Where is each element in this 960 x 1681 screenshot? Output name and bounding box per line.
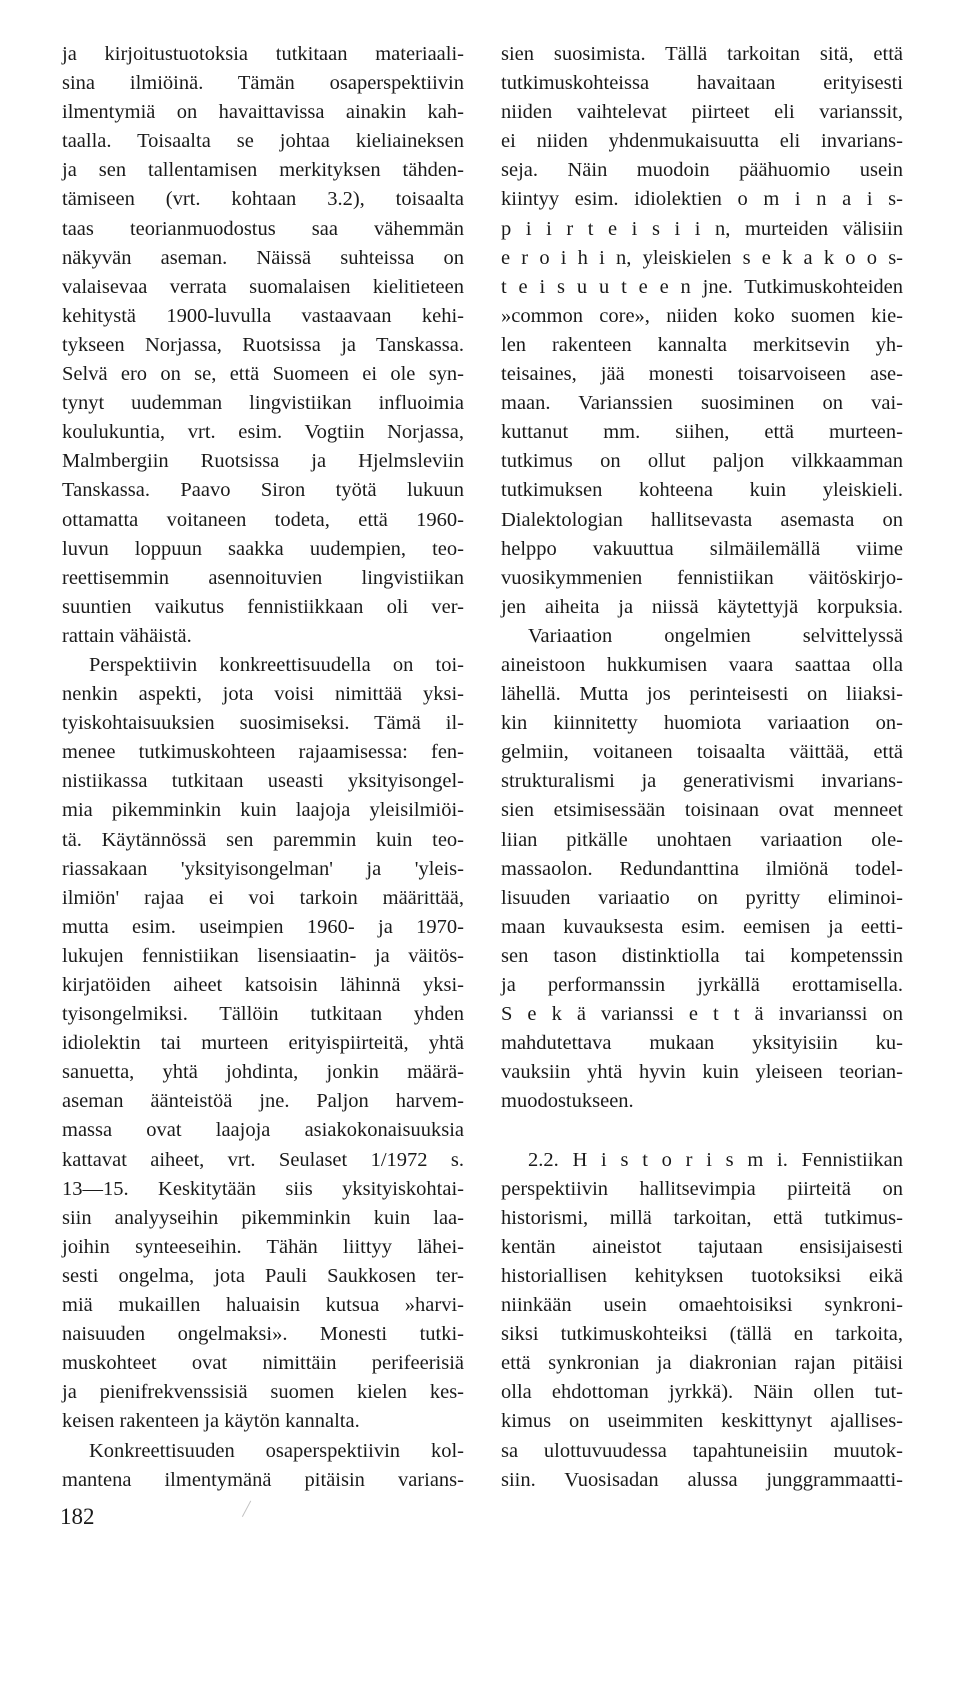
- text-line: mahdutettava mukaan yksityisiin ku-: [501, 1032, 903, 1055]
- text-line: aineistoon hukkumisen vaara saattaa olla: [501, 653, 903, 676]
- text-line: Selvä ero on se, että Suomeen ei ole syn-: [62, 363, 464, 386]
- text-line: tutkimus on ollut paljon vilkkaamman: [501, 450, 903, 473]
- text-line: reettisemmin asennoituvien lingvistiikan: [62, 566, 464, 589]
- right-text-column: [501, 40, 903, 1495]
- text-line: [501, 1116, 903, 1145]
- text-line: t e i s u u t e e n jne. Tutkimuskohteiden: [501, 275, 903, 298]
- text-line: »common core», niiden koko suomen kie-: [501, 304, 903, 327]
- text-line: liian pitkälle unohtaen variaation ole-: [501, 828, 903, 851]
- text-line: vauksiin yhtä hyvin kuin yleiseen teorian-: [501, 1061, 903, 1084]
- text-line: kin kiinnitetty huomiota variaation on-: [501, 712, 903, 735]
- text-line: strukturalismi ja generativismi invarians-: [501, 770, 903, 793]
- text-line: maan. Varianssien suosiminen on vai-: [501, 392, 903, 415]
- text-line: tämiseen (vrt. kohtaan 3.2), toisaalta: [62, 188, 464, 211]
- text-line: tä. Käytännössä sen paremmin kuin teo-: [62, 828, 464, 851]
- text-line: siin. Vuosisadan alussa junggrammaatti-: [501, 1468, 903, 1491]
- text-line: Malmbergiin Ruotsissa ja Hjelmsleviin: [62, 450, 464, 473]
- text-line: tutkimuskohteissa havaitaan erityisesti: [501, 72, 903, 95]
- text-line: helppo vakuuttua silmäilemällä viime: [501, 537, 903, 560]
- text-line: Dialektologian hallitsevasta asemasta on: [501, 508, 903, 531]
- text-line: kiintyy esim. idiolektien o m i n a i s-: [501, 188, 903, 211]
- text-line: sien etsimisessään toisinaan ovat menneet: [501, 799, 903, 822]
- text-line: lukujen fennistiikan lisensiaatin- ja väitös-: [62, 944, 464, 967]
- text-line: sina ilmiöinä. Tämän osaperspektiivin: [62, 72, 464, 95]
- text-line: taas teorianmuodostus saa vähemmän: [62, 217, 464, 240]
- text-line: tynyt uudemman lingvistiikan influoimia: [62, 392, 464, 415]
- text-line: kimus on useimmiten keskittynyt ajallises-: [501, 1410, 903, 1433]
- text-line: seja. Näin muodoin päähuomio usein: [501, 159, 903, 182]
- text-line: tyisongelmiksi. Tällöin tutkitaan yhden: [62, 1003, 464, 1026]
- page-number: 182: [60, 1504, 95, 1529]
- text-line: lähellä. Mutta jos perinteisesti on liiaksi-: [501, 683, 903, 706]
- text-line: ottamatta voitaneen todeta, että 1960-: [62, 508, 464, 531]
- text-line: tutkimuksen kohteena kuin yleiskieli.: [501, 479, 903, 502]
- text-line: Perspektiivin konkreettisuudella on toi-: [89, 653, 464, 676]
- text-line: vuosikymmenien fennistiikan väitöskirjo-: [501, 566, 903, 589]
- text-line: massa ovat laajoja asiakokonaisuuksia: [62, 1119, 464, 1142]
- text-line: rattain vähäistä.: [62, 624, 192, 647]
- text-line: ilmiön' rajaa ei voi tarkoin määrittää,: [62, 886, 464, 909]
- text-line: Variaation ongelmien selvittelyssä: [528, 624, 903, 647]
- text-line: sesti ongelma, jota Pauli Saukkosen ter-: [62, 1264, 464, 1287]
- text-line: kuttanut mm. siihen, että murteen-: [501, 421, 903, 444]
- text-line: Tanskassa. Paavo Siron työtä lukuun: [62, 479, 464, 502]
- text-line: niiden vaihtelevat piirteet eli varianssit,: [501, 101, 903, 124]
- text-line: että synkronian ja diakronian rajan pitäisi: [501, 1352, 903, 1375]
- text-line: 2.2. H i s t o r i s m i. Fennistiikan: [528, 1148, 903, 1171]
- text-line: suuntien vaikutus fennistiikkaan oli ver-: [62, 595, 464, 618]
- text-line: ei niiden yhdenmukaisuutta eli invarians-: [501, 130, 903, 153]
- text-line: historismi, millä tarkoitan, että tutkimus-: [501, 1206, 903, 1229]
- text-line: muskohteet ovat nimittäin perifeerisiä: [62, 1352, 464, 1375]
- text-line: idiolektin tai murteen erityispiirteitä, yhtä: [62, 1032, 464, 1055]
- text-line: sien suosimista. Tällä tarkoitan sitä, että: [501, 43, 903, 65]
- text-line: taalla. Toisaalta se johtaa kieliaineksen: [62, 130, 464, 153]
- text-line: luvun loppuun saakka uudempien, teo-: [62, 537, 464, 560]
- text-line: nenkin aspekti, jota voisi nimittää yksi-: [62, 683, 464, 706]
- text-line: nistiikassa tutkitaan useasti yksityisongel-: [62, 770, 464, 793]
- text-line: menee tutkimuskohteen rajaamisessa: fen-: [62, 741, 464, 764]
- text-line: niinkään usein omaehtoisiksi synkroni-: [501, 1294, 903, 1317]
- text-line: kirjatöiden aiheet katsoisin lähinnä yksi-: [62, 974, 464, 996]
- left-text-column: [62, 40, 464, 1495]
- text-line: ja kirjoitustuotoksia tutkitaan materiaali-: [62, 43, 464, 65]
- text-line: miä mukaillen haluaisin kutsua »harvi-: [62, 1294, 464, 1317]
- text-line: kehitystä 1900-luvulla vastaavaan kehi-: [62, 304, 464, 327]
- text-line: lisuuden variaatio on pyritty eliminoi-: [501, 886, 903, 909]
- text-line: kentän aineistot tajutaan ensisijaisesti: [501, 1235, 903, 1258]
- text-line: S e k ä varianssi e t t ä invarianssi on: [501, 1003, 903, 1026]
- text-line: mantena ilmentymänä pitäisin varians-: [62, 1468, 464, 1491]
- text-line: siin analyyseihin pikemminkin kuin laa-: [62, 1206, 464, 1229]
- stray-mark: [242, 1501, 252, 1518]
- text-line: ja sen tallentamisen merkityksen tähden-: [62, 159, 464, 182]
- text-line: e r o i h i n, yleiskielen s e k a k o o s-: [501, 246, 903, 269]
- text-line: gelmiin, voitaneen toisaalta väittää, että: [501, 741, 903, 764]
- text-line: aseman äänteistöä jne. Paljon harvem-: [62, 1090, 464, 1113]
- text-line: perspektiivin hallitsevimpia piirteitä on: [501, 1177, 903, 1200]
- text-line: riassakaan 'yksityisongelman' ja 'yleis-: [62, 857, 464, 880]
- text-line: ja pienifrekvenssisiä suomen kielen kes-: [62, 1381, 464, 1404]
- text-line: näkyvän aseman. Näissä suhteissa on: [62, 246, 464, 269]
- text-line: sen tason distinktiolla tai kompetenssin: [501, 944, 903, 967]
- text-line: tyiskohtaisuuksien suosimiseksi. Tämä il-: [62, 712, 464, 735]
- text-line: 13—15. Keskitytään siis yksityiskohtai-: [62, 1177, 464, 1200]
- text-line: mia pikemminkin kuin laajoja yleisilmiöi-: [62, 799, 464, 822]
- text-line: maan kuvauksesta esim. eemisen ja eetti-: [501, 915, 903, 938]
- text-line: len rakenteen kannalta merkitsevin yh-: [501, 333, 903, 356]
- text-line: p i i r t e i s i i n, murteiden välisiin: [501, 217, 903, 240]
- text-line: valaisevaa verrata suomalaisen kielitieteen: [62, 275, 464, 298]
- text-line: kattavat aiheet, vrt. Seulaset 1/1972 s.: [62, 1148, 464, 1171]
- text-line: koulukuntia, vrt. esim. Vogtiin Norjassa,: [62, 421, 464, 444]
- text-line: teisaines, jää monesti toisarvoiseen ase-: [501, 363, 903, 386]
- text-line: olla ehdottoman jyrkkä). Näin ollen tut-: [501, 1381, 903, 1404]
- text-line: Konkreettisuuden osaperspektiivin kol-: [89, 1439, 464, 1462]
- text-line: massaolon. Redundanttina ilmiönä todel-: [501, 857, 903, 880]
- text-line: siksi tutkimuskohteiksi (tällä en tarkoita,: [501, 1323, 903, 1346]
- text-line: ilmentymiä on havaittavissa ainakin kah-: [62, 101, 464, 124]
- text-line: sa ulottuvuudessa tapahtuneisiin muutok-: [501, 1439, 903, 1462]
- text-line: muodostukseen.: [501, 1090, 634, 1113]
- text-line: tykseen Norjassa, Ruotsissa ja Tanskassa.: [62, 333, 464, 356]
- text-line: mutta esim. useimpien 1960- ja 1970-: [62, 915, 464, 938]
- text-line: ja performanssin jyrkällä erottamisella.: [501, 974, 903, 996]
- text-line: jen aiheita ja niissä käytettyjä korpuksia.: [501, 595, 903, 618]
- text-line: sanuetta, yhtä johdinta, jonkin määrä-: [62, 1061, 464, 1084]
- text-line: keisen rakenteen ja käytön kannalta.: [62, 1410, 360, 1433]
- text-line: naisuuden ongelmaksi». Monesti tutki-: [62, 1323, 464, 1346]
- text-line: joihin synteeseihin. Tähän liittyy lähei-: [62, 1235, 464, 1258]
- text-line: historiallisen kehityksen tuotoksiksi eikä: [501, 1264, 903, 1287]
